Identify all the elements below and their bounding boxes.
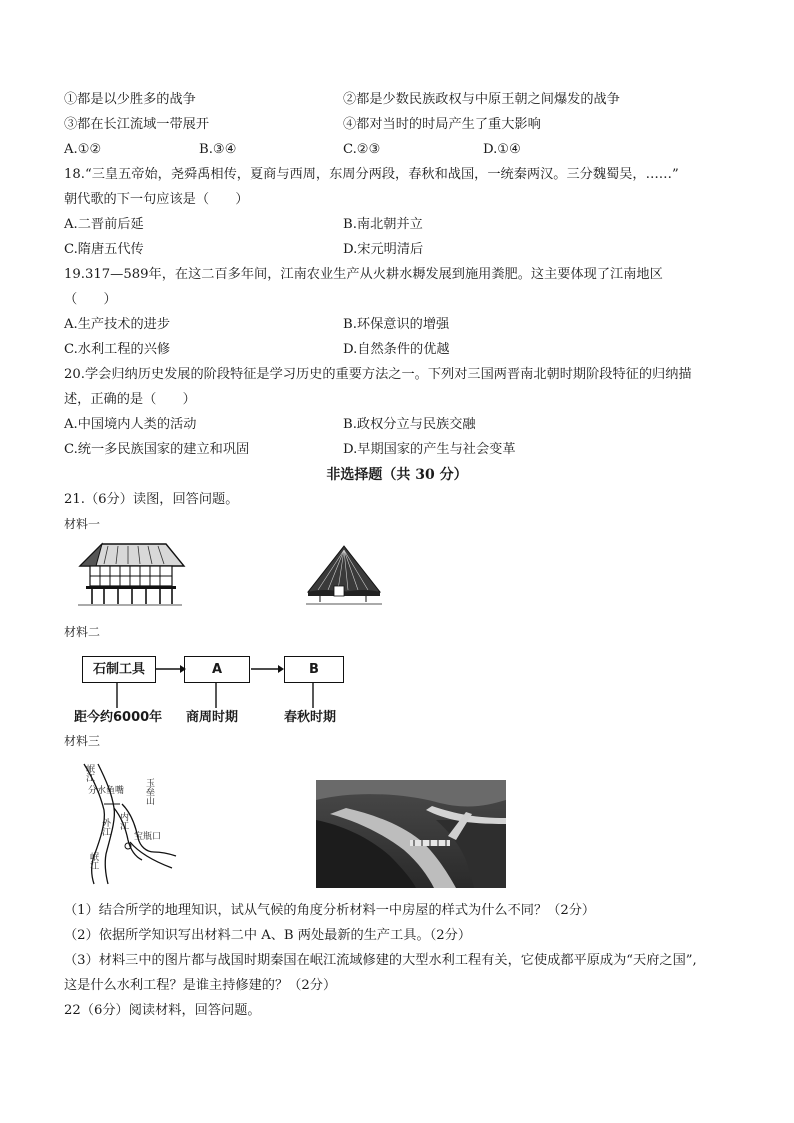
stilt-house-illustration xyxy=(74,540,186,608)
q21-sub3-line1: （3）材料三中的图片都与战国时期秦国在岷江流域修建的大型水利工程有关，它使成都平原成为“天府之国”, xyxy=(64,953,697,968)
arrow-right-icon xyxy=(156,663,186,675)
q19-choice-d[interactable]: D.自然条件的优越 xyxy=(343,342,450,357)
material3-label: 材料三 xyxy=(64,734,101,748)
flow-box-b: B xyxy=(284,656,344,683)
q20-choice-d[interactable]: D.早期国家的产生与社会变革 xyxy=(343,442,516,457)
q19-stem-line1: 19.317—589年，在这二百多年间，江南农业生产从火耕水耨发展到施用粪肥。这主要体现了江南地区 xyxy=(64,267,663,282)
q18-stem-line2: 朝代歌的下一句应该是（ ） xyxy=(64,192,249,207)
flow-box-a: A xyxy=(184,656,250,683)
flow-label-6000-years: 距今约6000年 xyxy=(74,710,163,725)
q17-choice-a[interactable]: A.①② xyxy=(64,142,102,157)
q21-sub2: （2）依据所学知识写出材料二中 A、B 两处最新的生产工具。（2分） xyxy=(64,928,472,943)
flow-connector-lines xyxy=(60,680,360,710)
arrow-right-icon xyxy=(251,663,284,675)
dujiangyan-photo xyxy=(316,780,506,888)
map-label-minjiang-bottom: 岷江 xyxy=(88,852,98,870)
q19-choice-c[interactable]: C.水利工程的兴修 xyxy=(64,342,171,357)
q18-choice-c[interactable]: C.隋唐五代传 xyxy=(64,242,144,257)
flow-box-stone-tools: 石制工具 xyxy=(82,656,156,683)
q20-stem-line2: 述，正确的是（ ） xyxy=(64,392,196,407)
material2-label: 材料二 xyxy=(64,625,101,639)
thatched-hut-illustration xyxy=(304,544,384,610)
q21-sub3-line2: 这是什么水利工程？是谁主持修建的？（2分） xyxy=(64,978,337,993)
map-label-inner-river: 内江 xyxy=(118,812,128,830)
q22-stem: 22（6分）阅读材料，回答问题。 xyxy=(64,1003,261,1018)
q20-choice-a[interactable]: A.中国境内人类的活动 xyxy=(64,417,197,432)
q18-choice-d[interactable]: D.宋元明清后 xyxy=(343,242,424,257)
map-label-fish-mouth: 分水鱼嘴 xyxy=(88,786,125,796)
q21-sub1: （1）结合所学的地理知识，试从气候的角度分析材料一中房屋的样式为什么不同？（2分） xyxy=(64,903,596,918)
dujiangyan-map xyxy=(70,760,180,886)
q19-choice-b[interactable]: B.环保意识的增强 xyxy=(343,317,450,332)
map-label-minjiang-top: 岷江 xyxy=(84,764,94,782)
q21-stem: 21.（6分）读图，回答问题。 xyxy=(64,492,239,507)
q17-opt3: ③都在长江流域一带展开 xyxy=(64,117,210,132)
q19-choice-a[interactable]: A.生产技术的进步 xyxy=(64,317,171,332)
map-label-baoping-kou: 宝瓶口 xyxy=(134,832,162,842)
q20-stem-line1: 20.学会归纳历史发展的阶段特征是学习历史的重要方法之一。下列对三国两晋南北朝时期阶段特征的归纳描 xyxy=(64,367,692,382)
q17-choice-c[interactable]: C.②③ xyxy=(343,142,381,157)
q17-opt4: ④都对当时的时局产生了重大影响 xyxy=(343,117,541,132)
q20-choice-c[interactable]: C.统一多民族国家的建立和巩固 xyxy=(64,442,250,457)
q18-stem-line1: 18.“三皇五帝始，尧舜禹相传，夏商与西周，东周分两段，春秋和战国，一统秦两汉。三分魏蜀吴，……” xyxy=(64,167,679,182)
flow-label-spring-autumn: 春秋时期 xyxy=(284,710,337,725)
section-title: 非选择题（共 30 分） xyxy=(326,467,468,483)
flow-label-shang-zhou: 商周时期 xyxy=(186,710,239,725)
map-label-outer-river: 外江 xyxy=(100,818,110,836)
q17-opt2: ②都是少数民族政权与中原王朝之间爆发的战争 xyxy=(343,92,620,107)
q18-choice-b[interactable]: B.南北朝并立 xyxy=(343,217,423,232)
q17-choice-d[interactable]: D.①④ xyxy=(483,142,521,157)
q17-choice-b[interactable]: B.③④ xyxy=(199,142,237,157)
q19-stem-line2: （ ） xyxy=(64,292,117,307)
q18-choice-a[interactable]: A.二晋前后延 xyxy=(64,217,144,232)
map-label-yulei-mountain: 玉垒山 xyxy=(144,778,154,805)
q20-choice-b[interactable]: B.政权分立与民族交融 xyxy=(343,417,476,432)
material1-label: 材料一 xyxy=(64,517,101,531)
q17-opt1: ①都是以少胜多的战争 xyxy=(64,92,196,107)
